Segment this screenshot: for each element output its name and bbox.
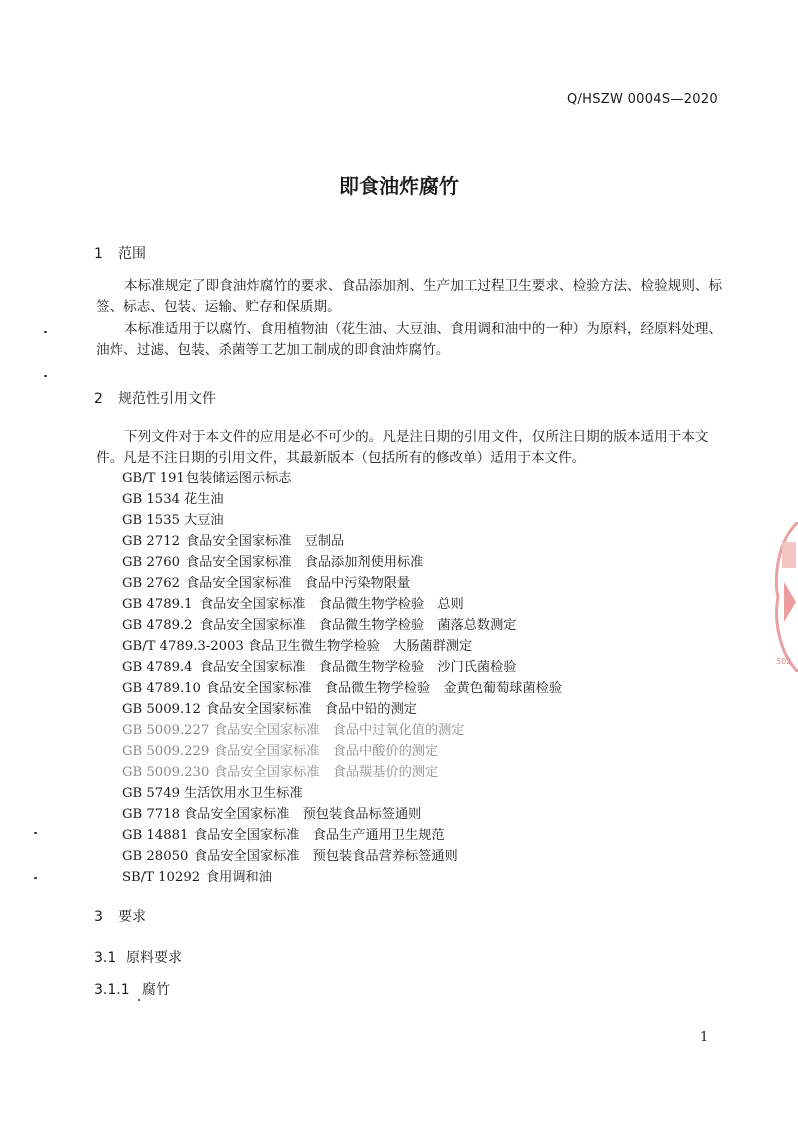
scan-speck [138, 999, 140, 1001]
section-title: 腐竹 [142, 982, 170, 998]
reference-code: GB 4789.4 [122, 660, 193, 675]
scan-speck [44, 375, 47, 377]
scope-paragraph-1: 本标准规定了即食油炸腐竹的要求、食品添加剂、生产加工过程卫生要求、检验方法、检验规则、标签、标志、包装、运输、贮存和保质期。 [96, 278, 723, 315]
reference-title: 花生油 [184, 492, 224, 507]
reference-item [122, 721, 465, 741]
section-1-heading [94, 243, 146, 263]
reference-item [122, 805, 421, 825]
reference-item [122, 574, 410, 594]
reference-item [122, 700, 417, 720]
stamp-fragment [772, 522, 798, 672]
reference-code: GB 2762 [122, 576, 180, 591]
reference-title: 食用调和油 [206, 870, 272, 885]
reference-code: SB/T 10292 [122, 870, 201, 885]
reference-item [122, 868, 272, 888]
document-title: 即食油炸腐竹 [339, 174, 459, 198]
scope-paragraph-2: 本标准适用于以腐竹、食用植物油（花生油、大豆油、食用调和油中的一种）为原料，经原料处理、油炸、过滤、包装、杀菌等工艺加工制成的即食油炸腐竹。 [96, 321, 723, 358]
reference-code: GB/T 191 [122, 471, 185, 486]
section-3-heading [94, 906, 146, 926]
section-title: 要求 [118, 909, 146, 925]
seal-icon [772, 522, 798, 672]
reference-code: GB/T 4789.3-2003 [122, 639, 244, 654]
reference-item [122, 511, 224, 531]
reference-title: 食品安全国家标准 食品中酸价的测定 [214, 744, 439, 759]
reference-code: GB 5749 [122, 786, 180, 801]
section-3-1-1-heading [94, 979, 170, 999]
scan-speck [34, 877, 37, 879]
reference-item [122, 595, 464, 615]
reference-item [122, 763, 438, 783]
section-2-heading [94, 388, 216, 408]
reference-item [122, 679, 562, 699]
document-code: Q/HSZW 0004S—2020 [566, 92, 718, 107]
reference-code: GB 5009.227 [122, 723, 210, 738]
section-number: 3 [94, 909, 103, 925]
page-number: 1 [700, 1030, 709, 1045]
reference-title: 食品安全国家标准 预包装食品标签通则 [184, 807, 422, 822]
reference-code: GB 2712 [122, 534, 180, 549]
reference-item [122, 553, 423, 573]
section-number: 2 [94, 391, 103, 407]
section-title: 原料要求 [126, 950, 182, 966]
reference-code: GB 1535 [122, 513, 180, 528]
scan-speck [34, 832, 37, 834]
reference-title: 食品安全国家标准 食品微生物学检验 沙门氏菌检验 [200, 660, 517, 675]
reference-title: 食品安全国家标准 食品微生物学检验 菌落总数测定 [200, 618, 517, 633]
reference-title: 食品安全国家标准 食品生产通用卫生规范 [194, 828, 445, 843]
reference-title: 食品安全国家标准 食品中过氧化值的测定 [214, 723, 465, 738]
reference-code: GB 1534 [122, 492, 180, 507]
reference-code: GB 28050 [122, 849, 189, 864]
reference-code: GB 4789.10 [122, 681, 201, 696]
reference-item [122, 469, 292, 489]
reference-title: 食品安全国家标准 食品中铅的测定 [206, 702, 417, 717]
reference-code: GB 14881 [122, 828, 189, 843]
reference-code: GB 7718 [122, 807, 180, 822]
reference-item [122, 826, 445, 846]
section-title: 范围 [118, 246, 146, 262]
section-number: 1 [94, 246, 103, 262]
reference-code: GB 5009.230 [122, 765, 210, 780]
reference-code: GB 4789.1 [122, 597, 193, 612]
references-intro: 下列文件对于本文件的应用是必不可少的。凡是注日期的引用文件，仅所注日期的版本适用于本文件。凡是不注日期的引用文件，其最新版本（包括所有的修改单）适用于本文件。 [96, 429, 709, 466]
section-number: 3.1 [94, 950, 117, 966]
reference-code: GB 5009.229 [122, 744, 210, 759]
reference-title: 食品安全国家标准 食品添加剂使用标准 [186, 555, 424, 570]
reference-title: 食品卫生微生物学检验 大肠菌群测定 [248, 639, 473, 654]
section-3-1-heading [94, 947, 182, 967]
reference-title: 食品安全国家标准 豆制品 [186, 534, 345, 549]
reference-title: 食品安全国家标准 食品中污染物限量 [186, 576, 411, 591]
reference-item [122, 784, 303, 804]
reference-item [122, 532, 344, 552]
reference-item [122, 658, 517, 678]
reference-code: GB 5009.12 [122, 702, 201, 717]
reference-title: 食品安全国家标准 食品微生物学检验 总则 [200, 597, 464, 612]
reference-title: 生活饮用水卫生标准 [184, 786, 303, 801]
svg-text:502: 502 [776, 657, 792, 666]
reference-item [122, 490, 224, 510]
reference-title: 食品安全国家标准 食品羰基价的测定 [214, 765, 439, 780]
reference-item [122, 847, 458, 867]
reference-item [122, 742, 438, 762]
reference-code: GB 2760 [122, 555, 180, 570]
reference-code: GB 4789.2 [122, 618, 193, 633]
reference-title: 大豆油 [184, 513, 224, 528]
section-number: 3.1.1 [94, 982, 130, 998]
reference-title: 包装储运图示标志 [186, 471, 292, 486]
section-title: 规范性引用文件 [118, 391, 216, 407]
reference-title: 食品安全国家标准 食品微生物学检验 金黄色葡萄球菌检验 [206, 681, 563, 696]
reference-item [122, 616, 517, 636]
reference-item [122, 637, 472, 657]
reference-title: 食品安全国家标准 预包装食品营养标签通则 [194, 849, 458, 864]
scan-speck [44, 331, 47, 333]
